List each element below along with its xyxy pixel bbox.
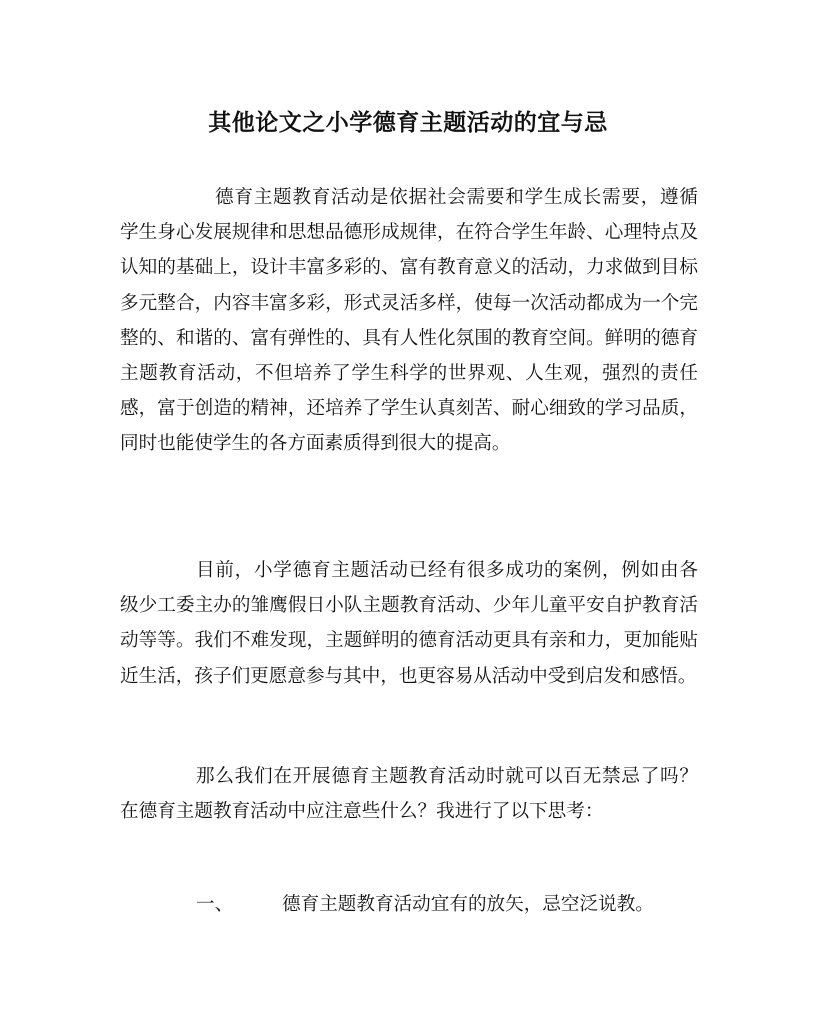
section-number: 一、 xyxy=(196,894,234,915)
document-title: 其他论文之小学德育主题活动的宜与忌 xyxy=(208,109,608,136)
paragraph-current-cases: 目前，小学德育主题活动已经有很多成功的案例，例如由各级少工委主办的雏鹰假日小队主题教育活动、少年儿童平安自护教育活动等等。我们不难发现，主题鲜明的德育活动更具有亲和力，更加能贴近生活，孩子们更愿意参与其中，也更容易从活动中受到启发和感悟。 xyxy=(120,560,698,687)
section-heading xyxy=(0,887,816,922)
section-heading-text: 德育主题教育活动宜有的放矢，忌空泛说教。 xyxy=(282,894,654,915)
paragraph-intro: 德育主题教育活动是依据社会需要和学生成长需要，遵循学生身心发展规律和思想品德形成规律，在符合学生年龄、心理特点及认知的基础上，设计丰富多彩的、富有教育意义的活动，力求做到目标多元整合，内容丰富多彩，形式灵活多样，使每一次活动都成为一个完整的、和谐的、富有弹性的、具有人性化氛围的教育空间。鲜明的德育主题教育活动，不但培养了学生科学的世界观、人生观，强烈的责任感，富于创造的精神，还培养了学生认真刻苦、耐心细致的学习品质，同时也能使学生的各方面素质得到很大的提高。 xyxy=(120,187,698,455)
paragraph-question: 那么我们在开展德育主题教育活动时就可以百无禁忌了吗？在德育主题教育活动中应注意些什么？我进行了以下思考： xyxy=(120,766,698,823)
